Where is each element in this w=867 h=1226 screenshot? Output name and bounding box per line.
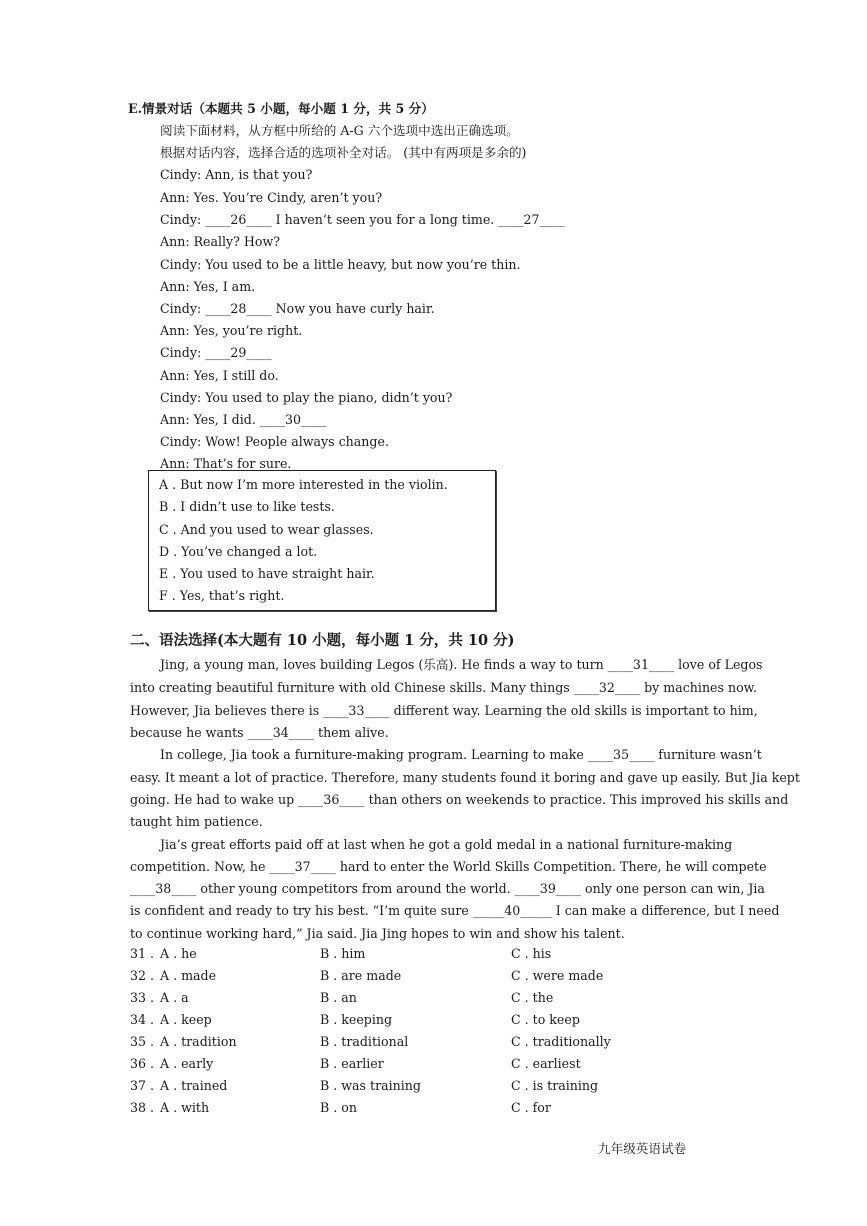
passage-line: competition. Now, he ____37____ hard to enter the World Skills Competition. There, he will compete — [130, 859, 767, 874]
choice-b: B . keeping — [320, 1012, 393, 1027]
dialogue-line: Ann: Yes, I am. — [160, 279, 256, 294]
choice-c: C . earliest — [511, 1056, 581, 1071]
choice-b: B . an — [320, 990, 357, 1005]
option-f: F . Yes, that’s right. — [159, 588, 285, 603]
choice-a: A . made — [160, 968, 217, 983]
passage-line: ____38____ other young competitors from around the world. ____39____ only one person can win, Jia — [130, 881, 765, 896]
dialogue-line: Cindy: ____29____ — [160, 345, 272, 360]
passage-line: taught him patience. — [130, 814, 263, 829]
section-e-title: E.情景对话（本题共 5 小题，每小题 1 分，共 5 分） — [128, 101, 434, 116]
question-number: 32 . — [130, 968, 155, 983]
question-number: 33 . — [130, 990, 155, 1005]
question-number: 38 . — [130, 1100, 155, 1115]
choice-b: B . him — [320, 946, 366, 961]
dialogue-line: Ann: Yes, I did. ____30____ — [160, 412, 327, 427]
passage-line: However, Jia believes there is ____33____ different way. Learning the old skills is important to him, — [130, 703, 758, 718]
section-2-title: 二、语法选择(本大题有 10 小题，每小题 1 分，共 10 分) — [130, 632, 515, 649]
option-c: C . And you used to wear glasses. — [159, 522, 374, 537]
choice-b: B . on — [320, 1100, 357, 1115]
choice-a: A . he — [160, 946, 197, 961]
choice-c: C . traditionally — [511, 1034, 611, 1049]
option-e: E . You used to have straight hair. — [159, 566, 375, 581]
choice-b: B . are made — [320, 968, 402, 983]
dialogue-line: Ann: Yes. You’re Cindy, aren’t you? — [160, 190, 383, 205]
question-number: 36 . — [130, 1056, 155, 1071]
passage-line: Jia’s great efforts paid off at last when he got a gold medal in a national furniture-making — [160, 837, 733, 852]
question-number: 34 . — [130, 1012, 155, 1027]
choice-c: C . is training — [511, 1078, 599, 1093]
choice-a: A . with — [160, 1100, 210, 1115]
dialogue-line: Ann: Yes, you’re right. — [160, 323, 303, 338]
option-b: B . I didn’t use to like tests. — [159, 499, 335, 514]
dialogue-line: Cindy: Ann, is that you? — [160, 167, 313, 182]
choice-c: C . to keep — [511, 1012, 580, 1027]
passage-line: Jing, a young man, loves building Legos (乐高). He finds a way to turn ____31____ love of Legos — [160, 657, 763, 672]
choice-a: A . early — [160, 1056, 214, 1071]
option-a: A . But now I’m more interested in the violin. — [159, 477, 448, 492]
question-number: 35 . — [130, 1034, 155, 1049]
choice-c: C . for — [511, 1100, 551, 1115]
choice-c: C . were made — [511, 968, 604, 983]
section-e-instruction-1: 阅读下面材料，从方框中所给的 A-G 六个选项中选出正确选项。 — [160, 123, 519, 138]
choice-b: B . traditional — [320, 1034, 409, 1049]
dialogue-line: Ann: Really? How? — [160, 234, 281, 249]
choice-b: B . earlier — [320, 1056, 384, 1071]
dialogue-line: Cindy: You used to play the piano, didn’t you? — [160, 390, 453, 405]
dialogue-line: Ann: That’s for sure. — [160, 456, 292, 471]
dialogue-line: Cindy: ____26____ I haven’t seen you for a long time. ____27____ — [160, 212, 565, 227]
choice-a: A . tradition — [160, 1034, 237, 1049]
passage-line: because he wants ____34____ them alive. — [130, 725, 389, 740]
dialogue-line: Cindy: ____28____ Now you have curly hair. — [160, 301, 435, 316]
option-d: D . You’ve changed a lot. — [159, 544, 318, 559]
choice-a: A . trained — [160, 1078, 228, 1093]
choice-a: A . keep — [160, 1012, 212, 1027]
passage-line: easy. It meant a lot of practice. Therefore, many students found it boring and gave up easily. But Jia kept — [130, 770, 800, 785]
options-box — [148, 470, 496, 611]
section-e-instruction-2: 根据对话内容，选择合适的选项补全对话。 (其中有两项是多余的) — [160, 145, 527, 160]
choice-c: C . his — [511, 946, 552, 961]
choice-b: B . was training — [320, 1078, 421, 1093]
page-footer: 九年级英语试卷 — [598, 1141, 687, 1156]
dialogue-line: Ann: Yes, I still do. — [160, 368, 279, 383]
passage-line: into creating beautiful furniture with old Chinese skills. Many things ____32____ by machines now. — [130, 680, 757, 695]
choice-c: C . the — [511, 990, 554, 1005]
dialogue-line: Cindy: You used to be a little heavy, but now you’re thin. — [160, 257, 521, 272]
passage-line: is confident and ready to try his best. “I’m quite sure _____40_____ I can make a difference, but I need — [130, 903, 780, 918]
passage-line: to continue working hard,” Jia said. Jia Jing hopes to win and show his talent. — [130, 926, 625, 941]
question-number: 37 . — [130, 1078, 155, 1093]
dialogue-line: Cindy: Wow! People always change. — [160, 434, 389, 449]
question-number: 31 . — [130, 946, 155, 961]
passage-line: going. He had to wake up ____36____ than others on weekends to practice. This improved his skills and — [130, 792, 789, 807]
passage-line: In college, Jia took a furniture-making program. Learning to make ____35____ furniture wasn’t — [160, 747, 762, 762]
choice-a: A . a — [160, 990, 189, 1005]
